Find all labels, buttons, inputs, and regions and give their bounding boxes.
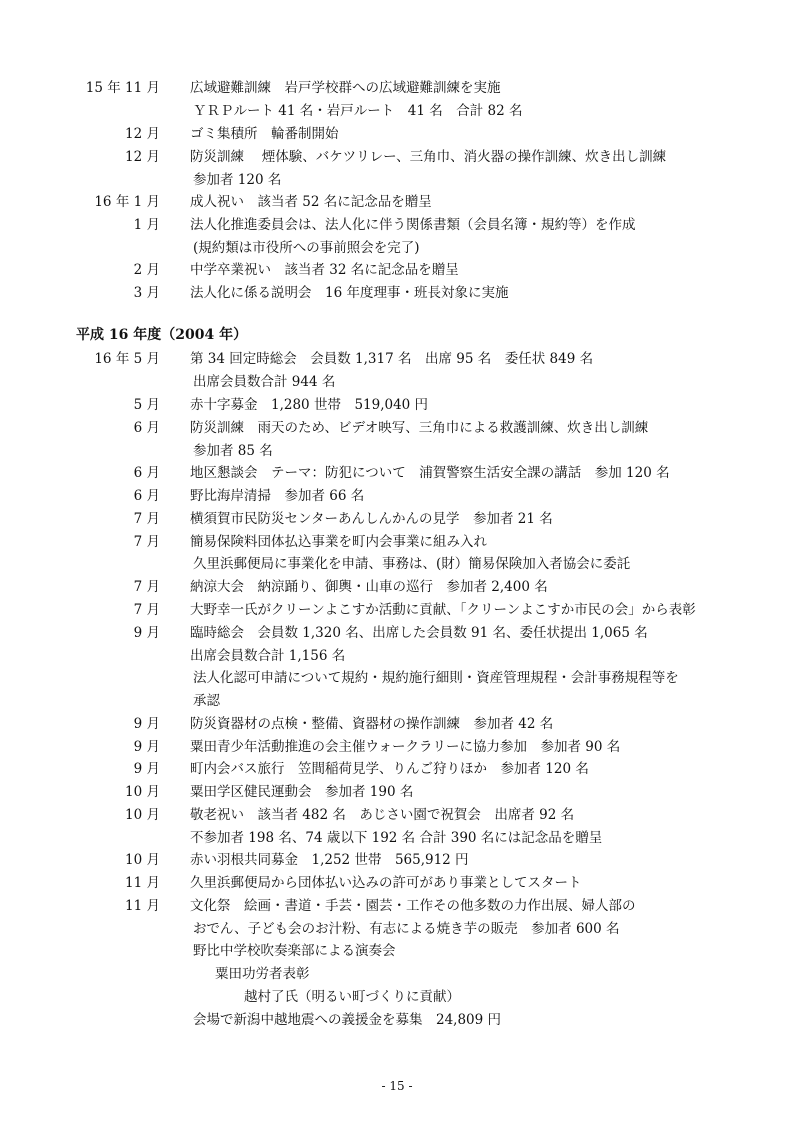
entry-row — [0, 781, 794, 803]
entry-text: 赤十字募金 1,280 世帯 519,040 円 — [190, 397, 429, 413]
entry-date: 3 月 — [133, 285, 160, 301]
entry-row — [0, 531, 794, 553]
entry-date: 6 月 — [133, 420, 160, 436]
entry-text: 防災資器材の点検・整備、資器材の操作訓練 参加者 42 名 — [190, 716, 554, 732]
entry-text: 越村了氏（明るい町づくりに貢献） — [244, 989, 460, 1005]
entry-row — [0, 146, 794, 168]
entry-row — [0, 214, 794, 236]
entry-date: 10 月 — [125, 852, 160, 868]
entry-date: 6 月 — [133, 465, 160, 481]
entry-date: 9 月 — [133, 625, 160, 641]
entry-text: 法人化に係る説明会 16 年度理事・班長対象に実施 — [190, 285, 509, 301]
entry-row — [0, 462, 794, 484]
entry-row — [0, 191, 794, 213]
entry-row — [0, 849, 794, 871]
entry-text: 参加者 120 名 — [193, 172, 282, 188]
entry-text: 広域避難訓練 岩戸学校群への広域避難訓練を実施 — [190, 80, 501, 96]
entry-row — [0, 804, 794, 826]
entry-text: 防災訓練 煙体験、バケツリレー、三角巾、消火器の操作訓練、炊き出し訓練 — [190, 149, 667, 165]
entry-date: 9 月 — [133, 716, 160, 732]
entry-text: 法人化推進委員会は、法人化に伴う関係書類（会員名簿・規約等）を作成 — [190, 217, 636, 233]
entry-text: 赤い羽根共同募金 1,252 世帯 565,912 円 — [190, 852, 469, 868]
entry-text: 町内会バス旅行 笠間稲荷見学、りんご狩りほか 参加者 120 名 — [190, 761, 589, 777]
entry-row — [0, 895, 794, 917]
entry-date: 15 年 11 月 — [85, 80, 160, 96]
entry-row — [0, 576, 794, 598]
entry-row — [0, 485, 794, 507]
entry-date: 7 月 — [133, 602, 160, 618]
entry-text: 防災訓練 雨天のため、ビデオ映写、三角巾による救護訓練、炊き出し訓練 — [190, 420, 649, 436]
entry-row — [0, 986, 794, 1008]
entry-text: (規約類は市役所への事前照会を完了) — [193, 240, 420, 256]
entry-text: 久里浜郵便局から団体払い込みの許可があり事業としてスタート — [190, 875, 582, 891]
entry-text: 臨時総会 会員数 1,320 名、出席した会員数 91 名、委任状提出 1,065 名 — [190, 625, 648, 641]
entry-date: 7 月 — [133, 534, 160, 550]
entry-date: 7 月 — [133, 511, 160, 527]
entry-text: 会場で新潟中越地震への義援金を募集 24,809 円 — [193, 1012, 502, 1028]
entry-text: 参加者 85 名 — [193, 443, 273, 459]
entry-text: 出席会員数合計 1,156 名 — [190, 648, 346, 664]
entry-row — [0, 282, 794, 304]
entry-text: 承認 — [193, 693, 220, 709]
entry-date: 11 月 — [125, 898, 160, 914]
entry-text: 文化祭 絵画・書道・手芸・園芸・工作その他多数の力作出展、婦人部の — [190, 898, 636, 914]
entry-text: 納涼大会 納涼踊り、御輿・山車の巡行 参加者 2,400 名 — [190, 579, 548, 595]
entry-text: 成人祝い 該当者 52 名に記念品を贈呈 — [190, 194, 432, 210]
entry-row — [0, 645, 794, 667]
entry-text: 久里浜郵便局に事業化を申請、事務は、(財）簡易保険加入者協会に委託 — [193, 556, 631, 572]
entry-row — [0, 440, 794, 462]
entry-date: 11 月 — [125, 875, 160, 891]
entry-row — [0, 394, 794, 416]
entry-date: 12 月 — [125, 149, 160, 165]
entry-row — [0, 77, 794, 99]
entry-row — [0, 667, 794, 689]
entry-date: 6 月 — [133, 488, 160, 504]
entry-text: ＹＲＰルート 41 名・岩戸ルート 41 名 合計 82 名 — [193, 103, 523, 119]
entry-row — [0, 348, 794, 370]
page-number: - 15 - — [381, 1079, 413, 1093]
entry-date: 16 年 1 月 — [94, 194, 160, 210]
entry-row — [0, 169, 794, 191]
entry-text: 粟田青少年活動推進の会主催ウォークラリーに協力参加 参加者 90 名 — [190, 739, 621, 755]
entry-row — [0, 508, 794, 530]
entry-text: おでん、子ども会のお汁粉、有志による焼き芋の販売 参加者 600 名 — [193, 921, 620, 937]
entry-text: 簡易保険料団体払込事業を町内会事業に組み入れ — [190, 534, 487, 550]
entry-date: 1 月 — [133, 217, 160, 233]
entry-date: 9 月 — [133, 761, 160, 777]
entry-row — [0, 736, 794, 758]
entry-text: 第 34 回定時総会 会員数 1,317 名 出席 95 名 委任状 849 名 — [190, 351, 594, 367]
entry-date: 12 月 — [125, 126, 160, 142]
entry-date: 2 月 — [133, 262, 160, 278]
entry-row — [0, 417, 794, 439]
entry-row — [0, 237, 794, 259]
entry-text: 中学卒業祝い 該当者 32 名に記念品を贈呈 — [190, 262, 459, 278]
entry-date: 10 月 — [125, 784, 160, 800]
section-heading: 平成 16 年度（2004 年） — [76, 327, 248, 343]
entry-row — [0, 918, 794, 940]
entry-date: 16 年 5 月 — [94, 351, 160, 367]
entry-text: 横須賀市民防災センターあんしんかんの見学 参加者 21 名 — [190, 511, 553, 527]
entry-date: 5 月 — [133, 397, 160, 413]
entry-row — [0, 1009, 794, 1031]
entry-text: 出席会員数合計 944 名 — [193, 374, 336, 390]
entry-date: 9 月 — [133, 739, 160, 755]
entry-text: 不参加者 198 名、74 歳以下 192 名 合計 390 名には記念品を贈呈 — [190, 830, 603, 846]
entry-date: 7 月 — [133, 579, 160, 595]
entry-row — [0, 940, 794, 962]
entry-row — [0, 100, 794, 122]
entry-row — [0, 827, 794, 849]
entry-row — [0, 622, 794, 644]
entry-text: 粟田学区健民運動会 参加者 190 名 — [190, 784, 414, 800]
entry-row — [0, 259, 794, 281]
entry-text: 敬老祝い 該当者 482 名 あじさい園で祝賀会 出席者 92 名 — [190, 807, 575, 823]
entry-row — [0, 758, 794, 780]
entry-row — [0, 599, 794, 621]
entry-row — [0, 553, 794, 575]
entry-text: ゴミ集積所 輪番制開始 — [190, 126, 339, 142]
entry-row — [0, 963, 794, 985]
entry-row — [0, 713, 794, 735]
entry-text: 地区懇談会 テーマ：防犯について 浦賀警察生活安全課の講話 参加 120 名 — [190, 465, 670, 481]
entry-row — [0, 872, 794, 894]
entry-row — [0, 690, 794, 712]
entry-text: 法人化認可申請について規約・規約施行細則・資産管理規程・会計事務規程等を — [193, 670, 679, 686]
entry-text: 粟田功労者表彰 — [215, 966, 310, 982]
entry-row — [0, 371, 794, 393]
entry-text: 野比中学校吹奏楽部による演奏会 — [193, 943, 396, 959]
entry-text: 野比海岸清掃 参加者 66 名 — [190, 488, 365, 504]
entry-text: 大野幸一氏がクリーンよこすか活動に貢献、「クリーンよこすか市民の会」から表彰 — [190, 602, 696, 618]
entry-date: 10 月 — [125, 807, 160, 823]
entry-row — [0, 123, 794, 145]
